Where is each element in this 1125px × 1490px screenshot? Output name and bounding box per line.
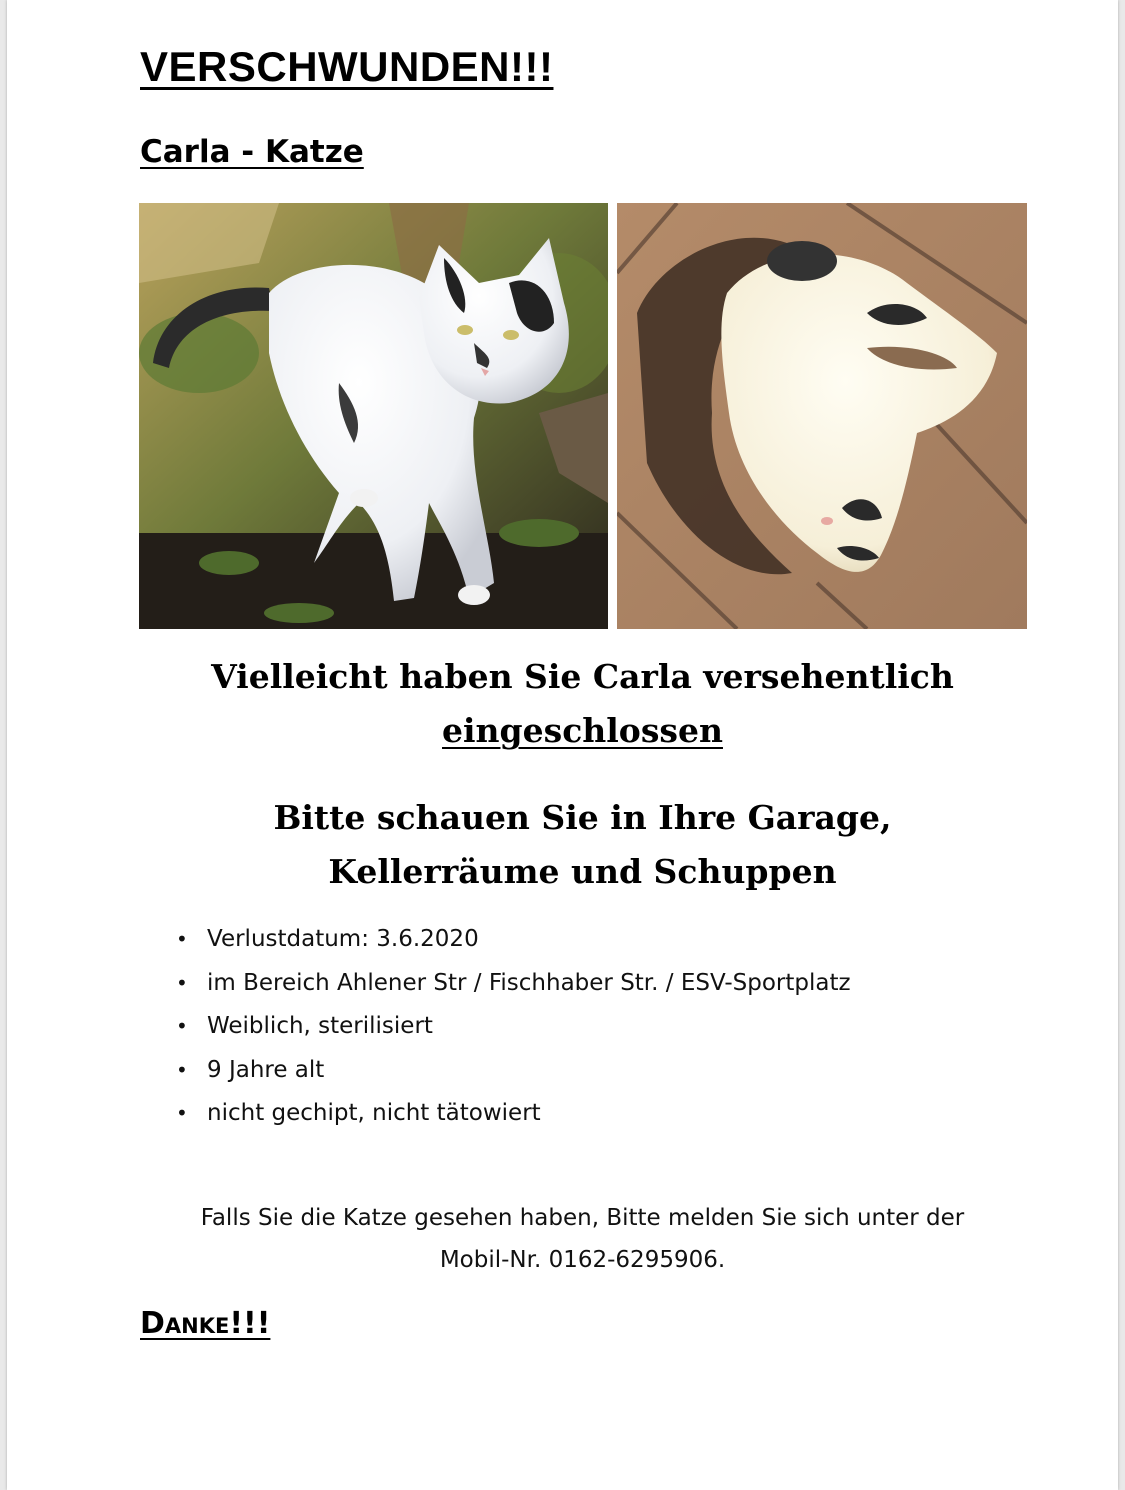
lying-cat-photo [617,203,1027,629]
contact-phone: Mobil-Nr. 0162-6295906. [439,1247,726,1273]
list-item [172,1005,851,1049]
bullet-icon: • [176,1101,188,1126]
fact-text: Verlustdatum: 3.6.2020 [207,926,479,952]
cat-name-heading: Carla - Katze [140,134,364,170]
headline-please-check-line-2: Kellerräume und Schuppen [328,852,837,891]
list-item [172,1092,851,1136]
list-item [172,918,851,962]
list-item [172,962,851,1006]
bullet-icon: • [176,1057,188,1082]
headline-locked-in-line-1: Vielleicht haben Sie Carla versehentlich [211,657,954,696]
headline-please-check [67,791,1098,899]
bullet-icon: • [176,927,188,951]
standing-cat-photo [139,203,608,629]
headline-locked-in-line-2: eingeschlossen [442,711,723,750]
fact-text: 9 Jahre alt [207,1056,325,1083]
fact-text: nicht gechipt, nicht tätowiert [207,1100,541,1127]
bullet-icon: • [176,1014,188,1039]
thanks-text: Danke!!! [140,1306,271,1341]
flyer-page [7,0,1118,1490]
headline-locked-in [67,650,1098,758]
fact-text: im Bereich Ahlener Str / Fischhaber Str. / ESV-Sportplatz [207,969,851,996]
bullet-icon: • [176,970,188,995]
headline-please-check-line-1: Bitte schauen Sie in Ihre Garage, [273,798,892,837]
list-item [172,1049,851,1093]
facts-list [172,918,851,1136]
fact-text: Weiblich, sterilisiert [207,1013,433,1040]
contact-text: Falls Sie die Katze gesehen haben, Bitte melden Sie sich unter der [200,1205,965,1231]
flyer-title: VERSCHWUNDEN!!! [140,43,554,90]
